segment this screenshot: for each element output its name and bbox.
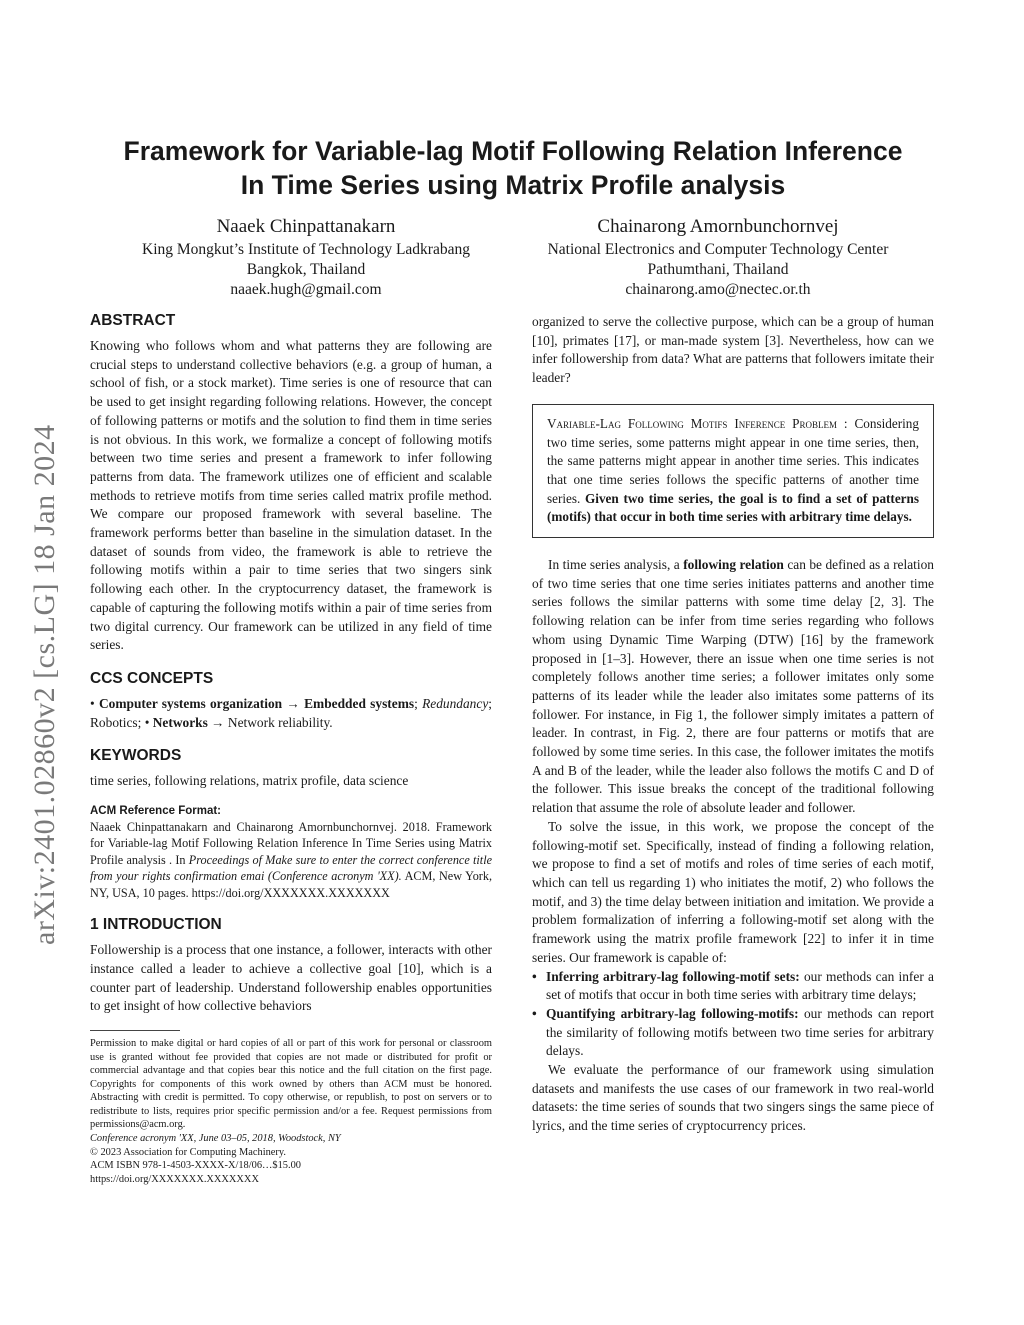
left-column: [90, 311, 492, 1186]
title-line-1: Framework for Variable-lag Motif Following Relation Inference: [123, 136, 903, 166]
author-location: Pathumthani, Thailand: [647, 261, 789, 278]
abstract-heading: ABSTRACT: [90, 312, 176, 329]
author-name: Chainarong Amornbunchornvej: [597, 216, 839, 237]
ccs-arrow: →: [211, 714, 225, 730]
conference-info: Conference acronym 'XX, June 03–05, 2018, Woodstock, NY: [90, 1133, 341, 1145]
list-item-title: Quantifying arbitrary-lag following-motifs:: [546, 1005, 799, 1021]
introduction-paragraph: Followership is a process that one instance, a follower, interacts with other instance called a leader to achieve a collective goal [10], which is a counter part of leadership. Understand followership enables opportunities to get insight of how collective behaviors: [90, 942, 492, 1014]
introduction-paragraph: We evaluate the performance of our framework using simulation datasets and manifests the use cases of our framework in two real-world datasets: the time series of sounds that two singers sings the same piece of lyrics, and the time series of cryptocurrency prices.: [532, 1062, 934, 1134]
list-item-text: our methods can report the similarity of following motifs between two time series for arbitrary delays.: [546, 1005, 934, 1059]
acm-reference-part: ACM, New York, NY, USA, 10 pages. https://doi.org/XXXXXXX.XXXXXXX: [90, 869, 492, 900]
ccs-concepts: • Computer systems organization → Embedded systems; Redundancy; Robotics; • Networks → Network reliability.: [90, 695, 492, 730]
problem-definition-box: [532, 404, 934, 538]
contribution-list: [532, 968, 934, 1062]
introduction-paragraph: organized to serve the collective purpose, which can be a group of human [10], primates [17], or man-made system [3]. Nevertheless, how can we infer followership from data? What are patterns that followers imitate their leader?: [532, 314, 934, 386]
paragraph-text: can be defined as a relation of two time series that one time series initiates patterns and another time series follows the similar patterns with some time delay [2, 3]. The following relation can be infer from time series regarding who follows whom using Dynamic Time Warping (DTW) [16] by the framework proposed in [1–3]. However, there an issue when one time series is not completely follows another time series; a follower imitates only some patterns of its leader while the leader also imitates some patterns of its follower. For instance, in Fig 1, the follower simply imitates a pattern of leader. In contrast, in Fig. 2, there are four patterns or motifs that are followed by some time series. In this case, the follower imitates the motifs A and B of the leader, while the leader also follows the motifs C and D of the follower. This issue breaks the concept of the traditional following relation that assume the role of absolute leader and follower.: [532, 557, 934, 816]
doi-link[interactable]: https://doi.org/XXXXXXX.XXXXXXX: [90, 1173, 259, 1185]
paragraph-text: In time series analysis, a: [548, 557, 684, 573]
ccs-term: Computer systems organization: [99, 695, 283, 711]
acm-reference-heading: ACM Reference Format:: [90, 805, 221, 818]
paper-title: [90, 134, 936, 202]
problem-text: Considering two time series, some patterns might appear in one time series, then, the same patterns might appear in another time series. This indicates that one time series follows the specific patterns of another time series.: [547, 415, 919, 506]
author-location: Bangkok, Thailand: [246, 261, 366, 278]
list-item: [546, 968, 934, 1005]
problem-label: Variable-Lag Following Motifs Inference Problem :: [547, 415, 848, 431]
ccs-heading: CCS CONCEPTS: [90, 669, 214, 687]
ccs-term: Robotics: [90, 714, 138, 730]
ccs-arrow: →: [286, 695, 300, 711]
author-affiliation: National Electronics and Computer Technology Center: [547, 241, 889, 258]
isbn-line: ACM ISBN 978-1-4503-XXXX-X/18/06…$15.00: [90, 1160, 301, 1172]
author-2: [512, 214, 924, 300]
author-email[interactable]: chainarong.amo@nectec.or.th: [625, 281, 811, 298]
keywords-heading: KEYWORDS: [90, 747, 182, 765]
list-item-title: Inferring arbitrary-lag following-motif sets:: [546, 968, 800, 984]
ccs-term: Network reliability.: [227, 714, 333, 730]
ccs-term: Redundancy: [422, 695, 489, 711]
introduction-paragraph: [532, 556, 934, 818]
ccs-term: Embedded systems: [304, 695, 415, 711]
permission-text: Permission to make digital or hard copies of all or part of this work for personal or classroom use is granted without fee provided that copies are not made or distributed for profit or commercial advantage and that copies bear this notice and the full citation on the first page. Copyrights for components of this work owned by others than ACM must be honored. Abstracting with credit is permitted. To copy otherwise, or republish, to post on servers or to redistribute to lists, requires prior specific permission and/or a fee. Request permissions from permissions@acm.org.: [90, 1037, 492, 1131]
ccs-bullet: •: [144, 714, 150, 730]
ccs-bullet: •: [90, 695, 95, 711]
introduction-paragraph: To solve the issue, in this work, we propose the concept of the following-motif set. Specifically, instead of finding a following relation, we propose to find a set of motifs and roles of time series of each motif, which can tell us regarding 1) who initiates the motif, 2) who follows the motif, and 3) the time delay between initiation and imitation. We provide a problem formalization of inferring a following-motif set along with the framework using the matrix profile framework [22] to infer it in time series. Our framework is capable of:: [532, 818, 934, 965]
author-email[interactable]: naaek.hugh@gmail.com: [230, 281, 382, 298]
introduction-heading: 1 INTRODUCTION: [90, 916, 222, 934]
problem-goal: Given two time series, the goal is to find a set of patterns (motifs) that occur in both time series with arbitrary time delays.: [547, 490, 919, 525]
abstract-text: Knowing who follows whom and what patterns they are following are crucial steps to understand collective behaviors (e.g. a group of human, a school of fish, or a stock market). Time series is one of resource that can be used to get insight regarding following relations. However, the concept of following patterns or motifs and the solution to find them in time series is not obvious. In this work, we formalize a concept of following motifs between two time series and present a framework to infer following patterns from data. The framework utilizes one of efficient and scalable methods to retrieve motifs from time series called matrix profile method. We compare our proposed framework with several baseline. The framework performs better than baseline in the simulation dataset. In the dataset of sounds from video, the framework is able to retrieve the following motifs within a pair to time series that two singers sink following each other. In the cryptocurrency dataset, the framework is capable of capturing the following motifs within a pair of time series from two digital currency. Our framework can be utilized in any field of time series.: [90, 338, 492, 653]
arxiv-identifier: arXiv:2401.02860v2 [cs.LG] 18 Jan 2024: [28, 424, 61, 945]
title-line-2: In Time Series using Matrix Profile analysis: [240, 170, 786, 200]
ccs-term: Networks: [152, 714, 208, 730]
footnote-rule: [90, 1030, 180, 1031]
author-name: Naaek Chinpattanakarn: [216, 216, 396, 237]
key-term: following relation: [683, 557, 784, 573]
author-affiliation: King Mongkut’s Institute of Technology Ladkrabang: [142, 241, 470, 258]
acm-reference-text: [90, 819, 492, 901]
author-1: [100, 214, 512, 300]
acm-reference-part: Naaek Chinpattanakarn and Chainarong Amornbunchornvej. 2018. Framework for Variable-lag Motif Following Relation Inference In Time Series using Matrix Profile analysis . In: [90, 820, 492, 867]
copyright-line: © 2023 Association for Computing Machinery.: [90, 1146, 286, 1158]
permission-notice: [90, 1037, 492, 1187]
keywords-text: time series, following relations, matrix profile, data science: [90, 773, 409, 789]
acm-reference-proceedings: Proceedings of Make sure to enter the correct conference title from your rights confirmation emai (Conference acronym 'XX).: [90, 852, 492, 884]
list-item-text: our methods can infer a set of motifs that occur in both time series with arbitrary time delays;: [546, 968, 934, 1003]
right-column: [532, 313, 934, 1136]
list-item: [546, 1005, 934, 1061]
